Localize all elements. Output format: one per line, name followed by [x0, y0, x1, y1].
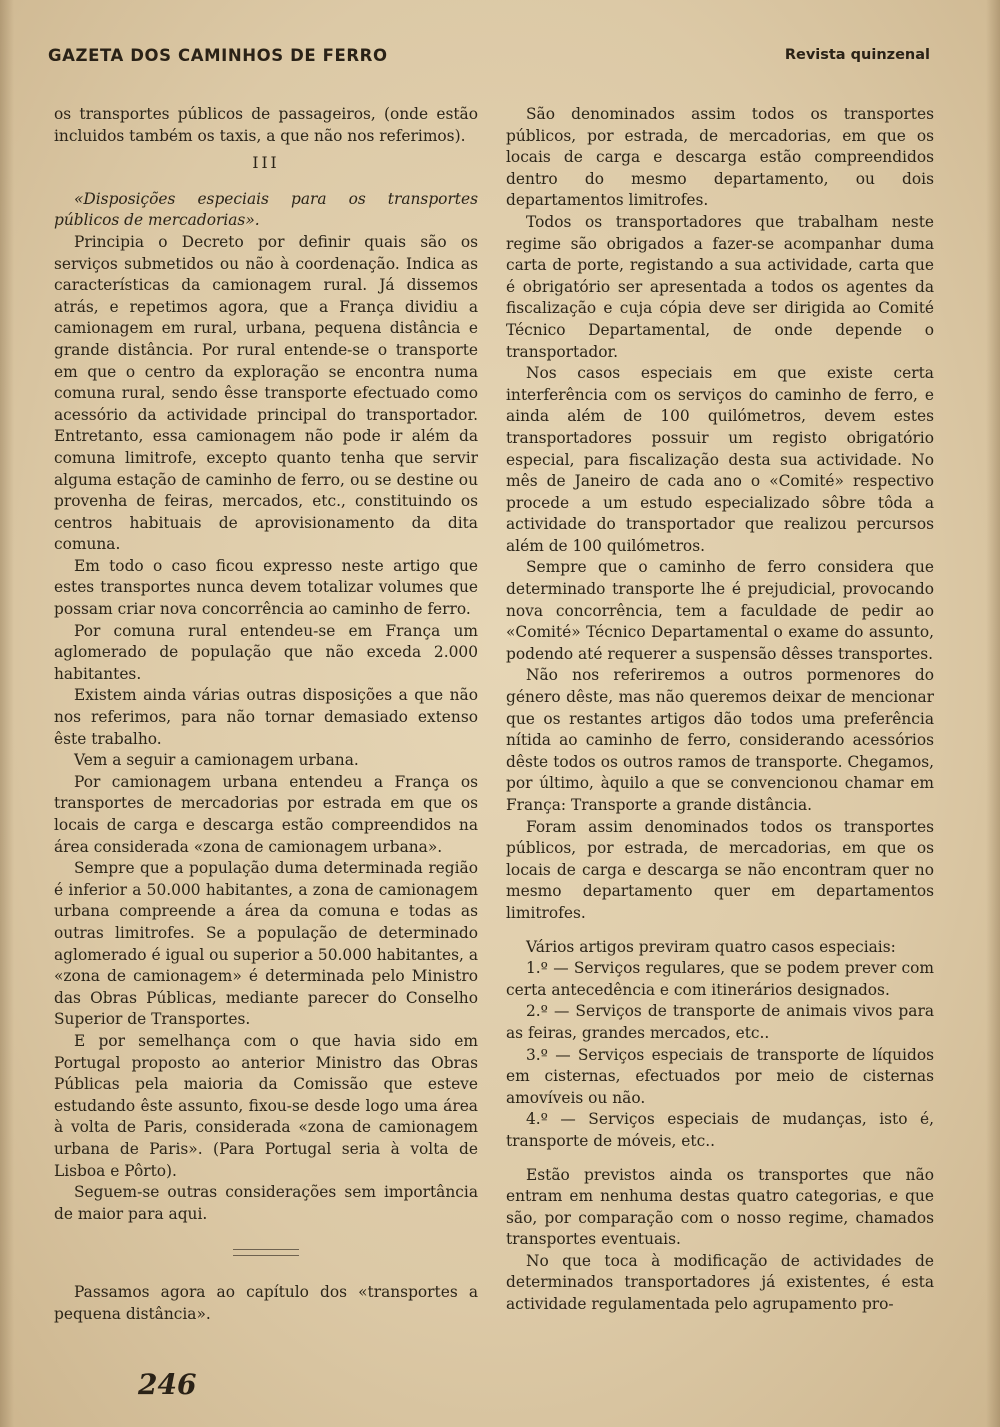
paragraph: Principia o Decreto por definir quais são os serviços submetidos ou não à coordenação. Indica as características da camionagem rural. Já dissemos atrás, e repetimos agora, que a França dividiu a camionagem em rural, urbana, pequena distância e grande distância. Por rural entende-se o transporte em que o centro da exploração se encontra numa comuna rural, sendo êsse transporte efectuado como acessório da actividade principal do transportador. Entretanto, essa camionagem não pode ir além da comuna limitrofe, excepto quanto tenha que servir alguma estação de caminho de ferro, ou se destine ou provenha de feiras, mercados, etc., constituindo os centros habituais de aprovisionamento da dita comuna. — [54, 232, 478, 554]
paragraph: Passamos agora ao capítulo dos «transportes a pequena distância». — [54, 1283, 478, 1323]
paragraph: Existem ainda várias outras disposições a que não nos referimos, para não tornar demasiado extenso êste trabalho. — [54, 686, 478, 748]
section-subtitle: «Disposições especiais para os transportes públicos de mercadorias». — [54, 189, 478, 230]
paragraph: Sempre que o caminho de ferro considera que determinado transporte lhe é prejudicial, provocando nova concorrência, tem a faculdade de pedir ao «Comité» Técnico Departamental o exame do assunto, podendo até requerer a suspensão dêsses transportes. — [506, 558, 934, 663]
paragraph: São denominados assim todos os transportes públicos, por estrada, de mercadorias, em que os locais de carga e descarga estão compreendidos dentro do mesmo departamento, ou dois departamentos limitrofes. — [506, 105, 934, 210]
paragraph: Seguem-se outras considerações sem importância de maior para aqui. — [54, 1183, 478, 1223]
paragraph: Vem a seguir a camionagem urbana. — [74, 751, 359, 770]
page-edge-shadow-right — [986, 0, 1000, 1427]
list-item: 1.º — Serviços regulares, que se podem prever com certa antecedência e com itinerários designados. — [506, 959, 934, 999]
paragraph: os transportes públicos de passageiros, (onde estão incluidos também os taxis, a que não nos referimos). — [54, 105, 478, 145]
paragraph: No que toca à modificação de actividades de determinados transportadores já existentes, é esta actividade regulamentada pelo agrupamento pro- — [506, 1251, 934, 1314]
page-number: 246 — [138, 1368, 197, 1401]
paragraph: Em todo o caso ficou expresso neste artigo que estes transportes nunca devem totalizar volumes que possam criar nova concorrência ao caminho de ferro. — [54, 556, 478, 619]
left-column — [54, 104, 478, 1325]
list-item: 4.º — Serviços especiais de mudanças, isto é, transporte de móveis, etc.. — [506, 1110, 934, 1150]
paragraph: Sempre que a população duma determinada região é inferior a 50.000 habitantes, a zona de camionagem urbana compreende a área da comuna e todas as outras limitrofes. Se a população de determinado aglomerado é igual ou superior a 50.000 habitantes, a «zona de camionagem» é determinada pelo Ministro das Obras Públicas, mediante parecer do Conselho Superior de Transportes. — [54, 859, 478, 1029]
paragraph: Não nos referiremos a outros pormenores do género dêste, mas não queremos deixar de mencionar que os restantes artigos dão todos uma preferência nítida ao caminho de ferro, considerando acessórios dêste todos os outros ramos de transporte. Chegamos, por último, àquilo a que se convencionou chamar em França: Transporte a grande distância. — [506, 666, 934, 814]
paragraph: Foram assim denominados todos os transportes públicos, por estrada, de mercadorias, em que os locais de carga e descarga se não encontram quer no mesmo departamento quer em departamentos limitrofes. — [506, 817, 934, 922]
list-item: 3.º — Serviços especiais de transporte de líquidos em cisternas, efectuados por meio de cisternas amovíveis ou não. — [506, 1045, 934, 1107]
paragraph: Por comuna rural entendeu-se em França um aglomerado de população que não exceda 2.000 habitantes. — [54, 621, 478, 683]
running-header — [48, 40, 930, 70]
right-column — [506, 104, 934, 1316]
paragraph: E por semelhança com o que havia sido em Portugal proposto ao anterior Ministro das Obras Públicas pela maioria da Comissão que esteve estudando êste assunto, fixou-se desde logo uma área à volta de Paris, considerada «zona de camionagem urbana de Paris». (Para Portugal seria à volta de Lisboa e Pôrto). — [54, 1031, 478, 1180]
section-heading: III — [252, 154, 280, 173]
paragraph: Nos casos especiais em que existe certa interferência com os serviços do caminho de ferro, e ainda além de 100 quilómetros, devem estes transportadores possuir um registo obrigatório especial, para fiscalização desta sua actividade. No mês de Janeiro de cada ano o «Comité» respectivo procede a um estudo especializado sôbre tôda a actividade do transportador que realizou percursos além de 100 quilómetros. — [506, 364, 934, 555]
publication-subtitle: Revista quinzenal — [784, 47, 930, 63]
list-item: 2.º — Serviços de transporte de animais vivos para as feiras, grandes mercados, etc.. — [506, 1002, 934, 1042]
paragraph: Vários artigos previram quatro casos especiais: — [526, 937, 896, 956]
section-divider — [233, 1249, 299, 1256]
paragraph: Por camionagem urbana entendeu a França os transportes de mercadorias por estrada em que os locais de carga e descarga estão compreendidos na área considerada «zona de camionagem urbana». — [54, 772, 478, 856]
paragraph: Estão previstos ainda os transportes que não entram em nenhuma destas quatro categorias, e que são, por comparação com o nosso regime, chamados transportes eventuais. — [506, 1165, 934, 1249]
publication-title: GAZETA DOS CAMINHOS DE FERRO — [48, 45, 388, 65]
page-edge-shadow-left — [0, 0, 14, 1427]
paragraph: Todos os transportadores que trabalham neste regime são obrigados a fazer-se acompanhar duma carta de porte, registando a sua actividade, carta que é obrigatório ser apresentada a todos os agentes da fiscalização e cuja cópia deve ser dirigida ao Comité Técnico Departamental, de onde depende o transportador. — [506, 212, 934, 361]
